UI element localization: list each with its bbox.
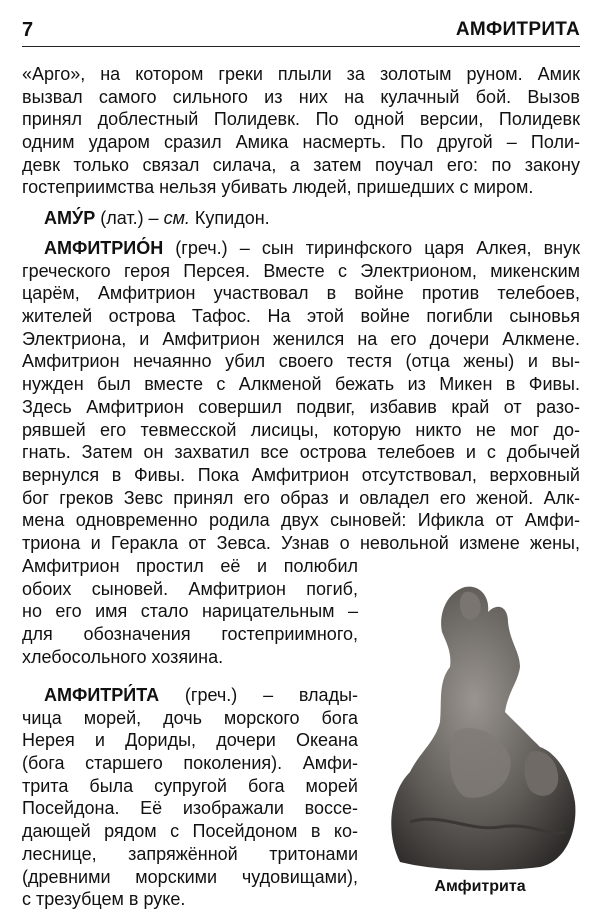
running-title: АМФИТРИТА xyxy=(455,19,580,40)
text-line: вызвал самого сильного из них на кулачный бой. Вызов xyxy=(22,86,580,107)
text-line: нужден был вместе с Алкменой бежать из Микен в Фивы. xyxy=(22,374,580,395)
text-line: дающей рядом с Посейдоном в ко- xyxy=(22,821,358,842)
entry-text: (греч.) – влады- xyxy=(159,685,358,705)
text-line: триона и Геракла от Зевса. Узнав о невольной измене жены, xyxy=(22,532,580,553)
text-line: гостеприимства нельзя убивать людей, пришедших с миром. xyxy=(22,177,534,198)
see-abbrev: см. xyxy=(163,208,190,228)
text-line: обоих сыновей. Амфитрион погиб, xyxy=(22,578,358,599)
figure-caption: Амфитрита xyxy=(434,878,526,895)
entry-body xyxy=(22,707,358,911)
text-line: греческого героя Персея. Вместе с Электрионом, микенским xyxy=(22,260,580,281)
entry-text: (греч.) – сын тиринфского царя Алкея, внук xyxy=(163,238,580,258)
entry-line xyxy=(22,237,580,260)
entry-line xyxy=(22,684,358,707)
text-line: Амфитрион нечаянно убил своего тестя (отца жены) и вы- xyxy=(22,351,580,372)
text-line: жителей острова Тафос. На этой войне погибли сыновья xyxy=(22,306,580,327)
text-line: гнать. Затем он захватил все острова телебоев и с добычей xyxy=(22,442,580,463)
entry-amfitrion xyxy=(22,237,580,555)
text-line: одним ударом сразил Амика насмерть. По другой – Поли- xyxy=(22,132,580,153)
text-line: вернулся в Фивы. Пока Амфитрион отсутствовал, верховный xyxy=(22,464,580,485)
entry-amfitrion-continued xyxy=(22,555,358,668)
page-number: 7 xyxy=(22,19,34,41)
text-line: (древними морскими чудовищами), xyxy=(22,866,358,887)
headword: АМФИТРИО́Н xyxy=(44,238,164,258)
text-line: Нерея и Дориды, дочери Океана xyxy=(22,730,358,751)
text-line: девк только связал силача, а затем поучал его: по закону xyxy=(22,154,580,175)
text-line: «Арго», на котором греки плыли за золотым руном. Амик xyxy=(22,64,580,84)
text-line: Посейдона. Её изображали воссе- xyxy=(22,798,358,819)
headword: АМФИТРИ́ТА xyxy=(44,685,160,705)
text-line: Амфитрион простил её и полюбил xyxy=(22,556,358,576)
entry-body xyxy=(22,260,580,555)
text-line: трита была супругой бога морей xyxy=(22,775,358,796)
text-line: для обозначения гостеприимного, xyxy=(22,624,358,645)
text-line: (бога старшего поколения). Амфи- xyxy=(22,753,358,774)
cross-reference: Купидон. xyxy=(189,208,270,228)
text-line: мена одновременно родила двух сыновей: Ификла от Амфи- xyxy=(22,510,580,531)
page-header xyxy=(22,16,580,47)
text-line: принял доблестный Полидевк. По одной версии, Полидевк xyxy=(22,109,580,130)
text-line: леснице, запряжённой тритонами xyxy=(22,843,358,864)
text-line: Здесь Амфитрион совершил подвиг, избавив край от разо- xyxy=(22,396,580,417)
text-line: царём, Амфитрион участвовал в войне против телебоев, xyxy=(22,283,580,304)
text-line: но его имя стало нарицательным – xyxy=(22,601,358,622)
text-line: хлебосольного хозяина. xyxy=(22,646,224,667)
headword: АМУ́Р xyxy=(44,208,96,228)
amphitrite-statue-image xyxy=(380,572,580,872)
text-line: рявшей его тевмесской лисицы, которую никто не мог до- xyxy=(22,419,580,440)
entry-amfitrita xyxy=(22,684,358,911)
text-line: чица морей, дочь морского бога xyxy=(22,707,358,728)
language-note: (лат.) – xyxy=(95,208,164,228)
text-line: бог греков Зевс принял его образ и овладел его женой. Алк- xyxy=(22,487,580,508)
text-line: Электриона, и Амфитрион женился на его дочери Алкмене. xyxy=(22,328,580,349)
text-line: с трезубцем в руке. xyxy=(22,889,186,910)
paragraph-continuation xyxy=(22,63,580,199)
entry-line xyxy=(22,207,580,230)
entry-amur xyxy=(22,207,580,230)
